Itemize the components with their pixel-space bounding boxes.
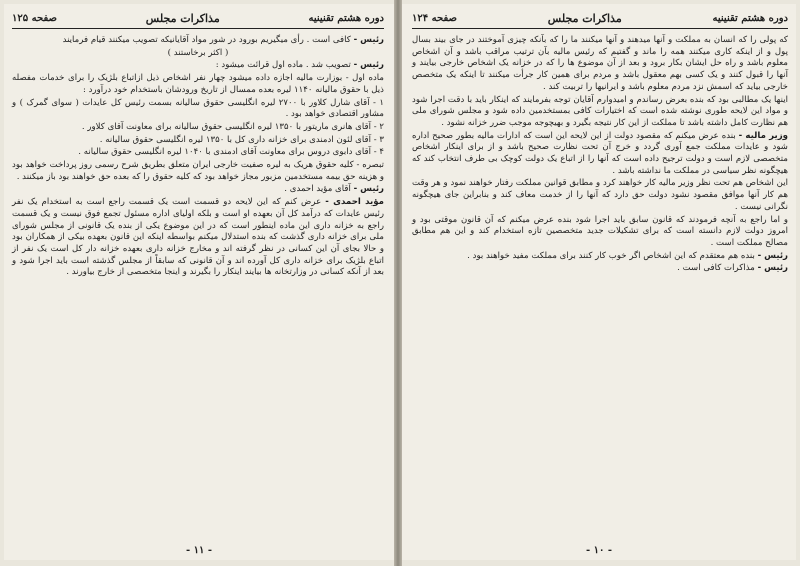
book-gutter [394, 0, 402, 566]
left-page-body [12, 35, 384, 279]
paragraph-text: و اما راجع به آنچه فرمودند که قانون سابق باید اجرا شود بنده عرض میکنم که آن قانون موقتی بود و امروز دولت لازم دانسته است که برای تشکیلات جدید متخصصین تازه استخدام کند و این هم مطابق مصالح مملکت است . [412, 214, 788, 248]
paragraph [12, 184, 384, 196]
paragraph [412, 95, 788, 130]
paragraph [12, 122, 384, 134]
paragraph [412, 251, 788, 263]
paragraph [412, 215, 788, 250]
paragraph [12, 48, 384, 60]
paragraph-text: بنده عرض میکنم که مقصود دولت از این لایحه این است که ادارات مالیه بطور صحیح اداره شود و عایدات مملکت جمع آوری گردد و خرج آن تحت نظارت صحیح باشد و از برای اینکار اشخاص متخصصی لازم است و دولت ترجیح داده است که آنها را از اتباع یک دولت کوچک بی طرف انتخاب کند که هیچگونه نظر سیاسی در مملکت ما نداشته باشد . [412, 130, 788, 176]
paragraph [412, 35, 788, 94]
paragraph [12, 98, 384, 121]
paragraph-text: کافی است . رأی میگیریم بورود در شور مواد آقایانیکه تصویب میکنند قیام فرمایند [62, 35, 351, 45]
paragraph-text: ( اکثر برخاستند ) [167, 47, 229, 58]
paragraph-text: بنده هم معتقدم که این اشخاص اگر خوب کار کنند برای مملکت مفید خواهند بود . [467, 250, 755, 261]
speaker-label: رئیس - [353, 35, 384, 45]
speaker-label: رئیس - [757, 263, 788, 274]
paragraph [12, 160, 384, 183]
paragraph [12, 73, 384, 96]
page-number: - ۱۰ - [585, 545, 613, 556]
paragraph [412, 263, 788, 275]
paragraph [12, 197, 384, 279]
paragraph-text: اینها یک مطالبی بود که بنده بعرض رساندم و امیدوارم آقایان توجه بفرمایند که اینکار باید با دقت اجرا شود و مواد این لایحه طوری نوشته شده است که اختیارات کافی بمستخدمین داده شود و مجلس شورای ملی هم نظارت کامل داشته باشد تا مملکت از این کار نتیجه بگیرد و بهیچوجه موجب ضرر خزانه نشود . [412, 94, 788, 128]
paragraph-text: ۱ - آقای شارل کلاور با ۲۷۰۰ لیره انگلیسی حقوق سالیانه بسمت رئیس کل عایدات ( سوای گمرک ) و مشاور اقتصادی خواهد بود . [12, 97, 384, 120]
paragraph [12, 147, 384, 159]
paragraph-text: آقای مؤید احمدی . [284, 184, 351, 195]
paragraph-text: ۲ - آقای هانری ماریتور با ۱۳۵۰ لیره انگلیسی حقوق سالیانه برای معاونت آقای کلاور . [81, 121, 384, 132]
paragraph-text: تبصره - کلیه حقوق هریک به لیره صفیت خارجی ایران متعلق بطریق شرح رسمی روز پرداخت خواهد بود و هزینه حق بیمه مستخدمین مزبور مجاز خواهد بود که کلیه حقوق را که بعده حق خواهند بود باز میکنند . [12, 160, 384, 182]
session-label: دوره هشتم تقنینیه [712, 12, 788, 24]
paragraph [412, 131, 788, 178]
paragraph [12, 60, 384, 72]
left-page [4, 4, 394, 560]
paragraph-text: ۳ - آقای لئون ادمندی برای خزانه داری کل با ۱۳۵۰ لیره انگلیسی حقوق سالیانه . [99, 134, 384, 145]
page-label: صفحه ۱۲۵ [12, 12, 57, 24]
paragraph-text: ۴ - آقای دابوی دروس برای معاونت آقای ادمندی با ۱۰۴۰ لیره انگلیسی حقوق سالیانه . [78, 147, 384, 158]
left-page-header [12, 8, 384, 29]
paragraph-text: این اشخاص هم تحت نظر وزیر مالیه کار خواهند کرد و مطابق قوانین مملکت رفتار خواهند نمود و هر وقت هم کار آنها موافق مقصود نشود دولت حق دارد که آنها را از خدمت معاف کند و بنابراین جای هیچگونه نگرانی نیست . [412, 178, 788, 212]
speaker-label: رئیس - [353, 184, 384, 195]
paragraph [12, 135, 384, 147]
speaker-label: مؤید احمدی - [325, 197, 384, 208]
right-page-header [412, 8, 788, 29]
paragraph-text: عرض کنم که این لایحه دو قسمت است یک قسمت راجع است به استخدام یک نفر رئیس عایدات که درآمد کل آن بعهده او است و بلکه اولیای اداره مسئول تجمع فوق نیست و یک قسمت راجع به خزانه داری این ماده اینطور است که در این موضوع یکی از بنده یک قانونی از مجلس شورای ملی برای خزانه داری گذشت که بنده استدلال میکنم بواسطه اینکه این قانون بعهده بیکی از همکاران بود و حالا بجای آن این کسانی در نظر گرفته اند و مخارج خزانه داری بعهده خزانه دار کل است یک نفر از اتباع بلژیک برای خزانه داری کل آورده اند و آن قانونی که سابقاً از مجلس گذشته است باید اجرا شود و بعد از آنکه کسانی در وزارتخانه ها بیایند اینکار را بگیرند و اینجا متخصصی از خارج بیاورند . [12, 197, 384, 278]
speaker-label: رئیس - [353, 60, 384, 71]
page-label: صفحه ۱۲۴ [412, 12, 457, 24]
right-page-body [412, 35, 788, 275]
paragraph [412, 178, 788, 213]
paragraph [12, 35, 384, 47]
speaker-label: رئیس - [757, 250, 788, 261]
paragraph-text: تصویب شد . ماده اول قرائت میشود : [215, 60, 351, 71]
right-page [402, 4, 796, 560]
paragraph-text: ماده اول - بوزارت مالیه اجازه داده میشود چهار نفر اشخاص ذیل ازاتباع بلژیک را برای خدمات مفصله ذیل با حقوق مالیانه ۱۱۴۰ لیره بعده ممسال از تاریخ ورودشان باستخدام خود درآورد : [12, 73, 384, 95]
session-label: دوره هشتم تقنینیه [308, 12, 384, 24]
journal-title: مذاکرات مجلس [547, 11, 622, 25]
paragraph-text: که پولی را که انسان به مملکت و آنها میدهند و آنها میکنند ما را که بآنکه چیزی آموختند در جای بیند بسال پول و از اینکه کاری میکنند همه را ماند و گفتیم که رئیس مالیه بآن ترتیب مراقب باشد و آن اشخاص معلوم باشد و راه حل ایشان بکار برود و بعد از آن موضوع ها را که در خزانه یک اشخاص خارجی بیایند و آنها را قبول کنند و یک کسی بهم معقول باشد و مردم برای همین کار جرأت میکنند تا اینکه یک متخصص خارجی بیاید که اسمش نزد مردم معلوم باشد و ایرانیها را تربیت کند . [412, 35, 788, 92]
page-number: - ۱۱ - [185, 545, 213, 556]
paragraph-text: مذاکرات کافی است . [677, 263, 755, 274]
journal-title: مذاکرات مجلس [145, 11, 220, 25]
speaker-label: وزیر مالیه - [738, 130, 788, 141]
